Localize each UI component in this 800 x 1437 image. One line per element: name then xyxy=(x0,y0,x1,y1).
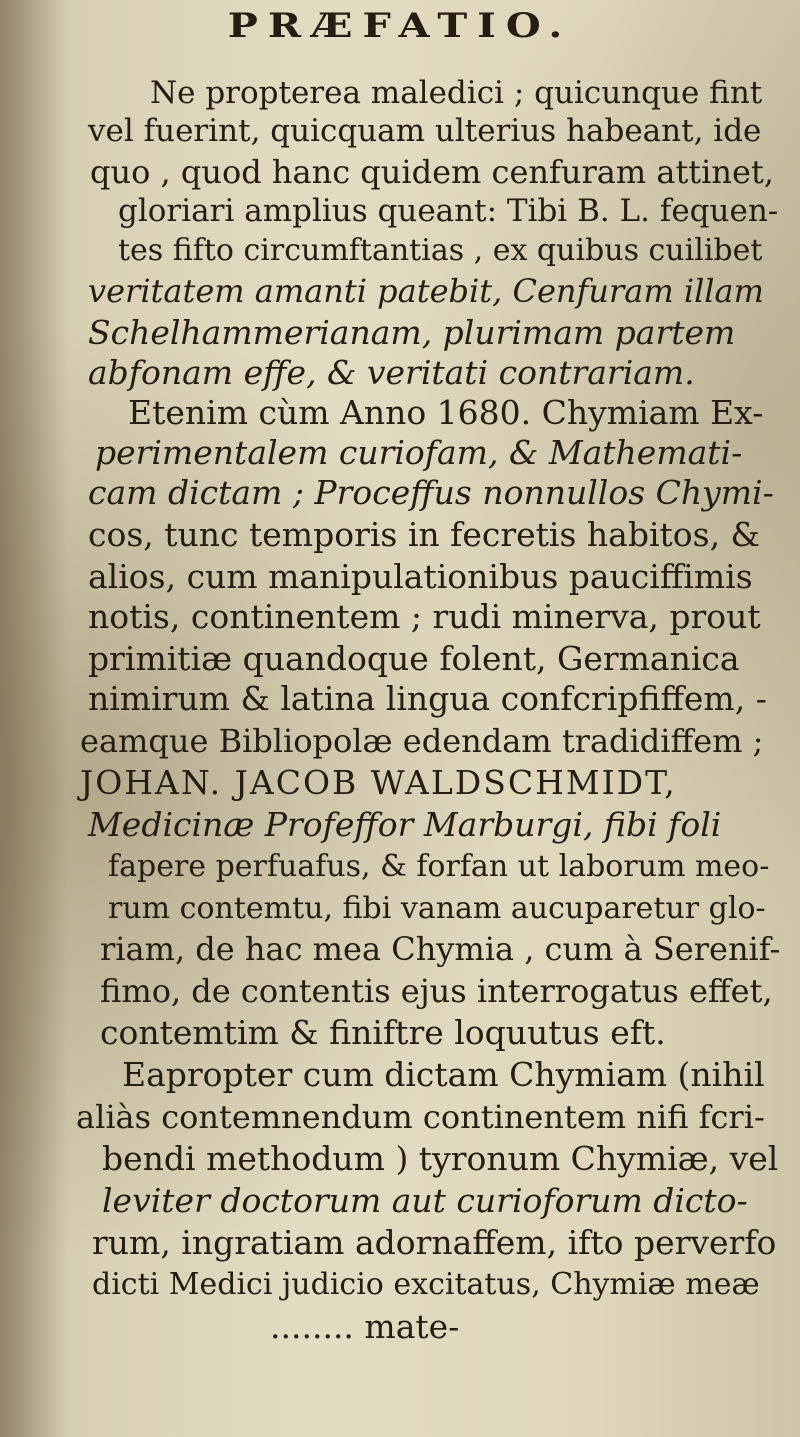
text-line: ........ mate- xyxy=(270,1307,460,1346)
text-line: eamque Bibliopolæ edendam tradidiffem ; xyxy=(80,722,764,760)
text-line: Eapropter cum dictam Chymiam (nihil xyxy=(122,1055,765,1094)
text-line: Schelhammerianam, plurimam partem xyxy=(88,313,736,352)
text-line: cos, tunc temporis in fecretis habitos, & xyxy=(88,515,760,554)
text-line: aliàs contemnendum continentem nifi fcri- xyxy=(76,1098,765,1136)
text-line: Medicinæ Profeffor Marburgi, fibi foli xyxy=(88,805,722,844)
text-line: abfonam effe, & veritati contrariam. xyxy=(88,353,695,392)
text-line: nimirum & latina lingua confcripfiffem, - xyxy=(88,679,767,718)
binding-shadow xyxy=(0,0,70,1437)
text-line: veritatem amanti patebit, Cenfuram illam xyxy=(88,272,764,310)
text-line: leviter doctorum aut curioforum dicto- xyxy=(102,1181,748,1220)
text-line: perimentalem curiofam, & Mathemati- xyxy=(95,433,743,472)
text-line: cam dictam ; Proceffus nonnullos Chymi- xyxy=(88,473,774,512)
text-line: dicti Medici judicio excitatus, Chymiæ meæ xyxy=(92,1267,760,1302)
text-line: rum contemtu, fibi vanam aucuparetur glo- xyxy=(108,891,766,926)
text-line: quo , quod hanc quidem cenfuram attinet, xyxy=(90,153,774,191)
text-line: fimo, de contentis ejus interrogatus effet, xyxy=(100,972,773,1010)
text-line: rum, ingratiam adornaffem, ifto perverfo xyxy=(92,1223,777,1262)
page-header: PRÆFATIO. xyxy=(227,5,573,46)
text-line: primitiæ quandoque folent, Germanica xyxy=(88,639,740,678)
text-line: alios, cum manipulationibus pauciffimis xyxy=(88,557,753,596)
text-line: Ne propterea maledici ; quicunque fint xyxy=(150,75,763,111)
text-line: tes fifto circumftantias , ex quibus cuilibet xyxy=(118,233,763,268)
text-line: fapere perfuafus, & forfan ut laborum meo- xyxy=(108,849,770,884)
text-line: contemtim & finiftre loquutus eft. xyxy=(100,1013,666,1052)
text-line: vel fuerint, quicquam ulterius habeant, ide xyxy=(88,113,762,149)
text-line: notis, continentem ; rudi minerva, prout xyxy=(88,597,761,636)
text-line: riam, de hac mea Chymia , cum à Serenif- xyxy=(100,930,781,968)
text-line: Etenim cùm Anno 1680. Chymiam Ex- xyxy=(128,393,764,432)
text-line: JOHAN. JACOB WALDSCHMIDT, xyxy=(80,763,677,802)
text-line: bendi methodum ) tyronum Chymiæ, vel xyxy=(102,1139,779,1178)
text-line: gloriari amplius queant: Tibi B. L. fequen- xyxy=(118,193,779,229)
